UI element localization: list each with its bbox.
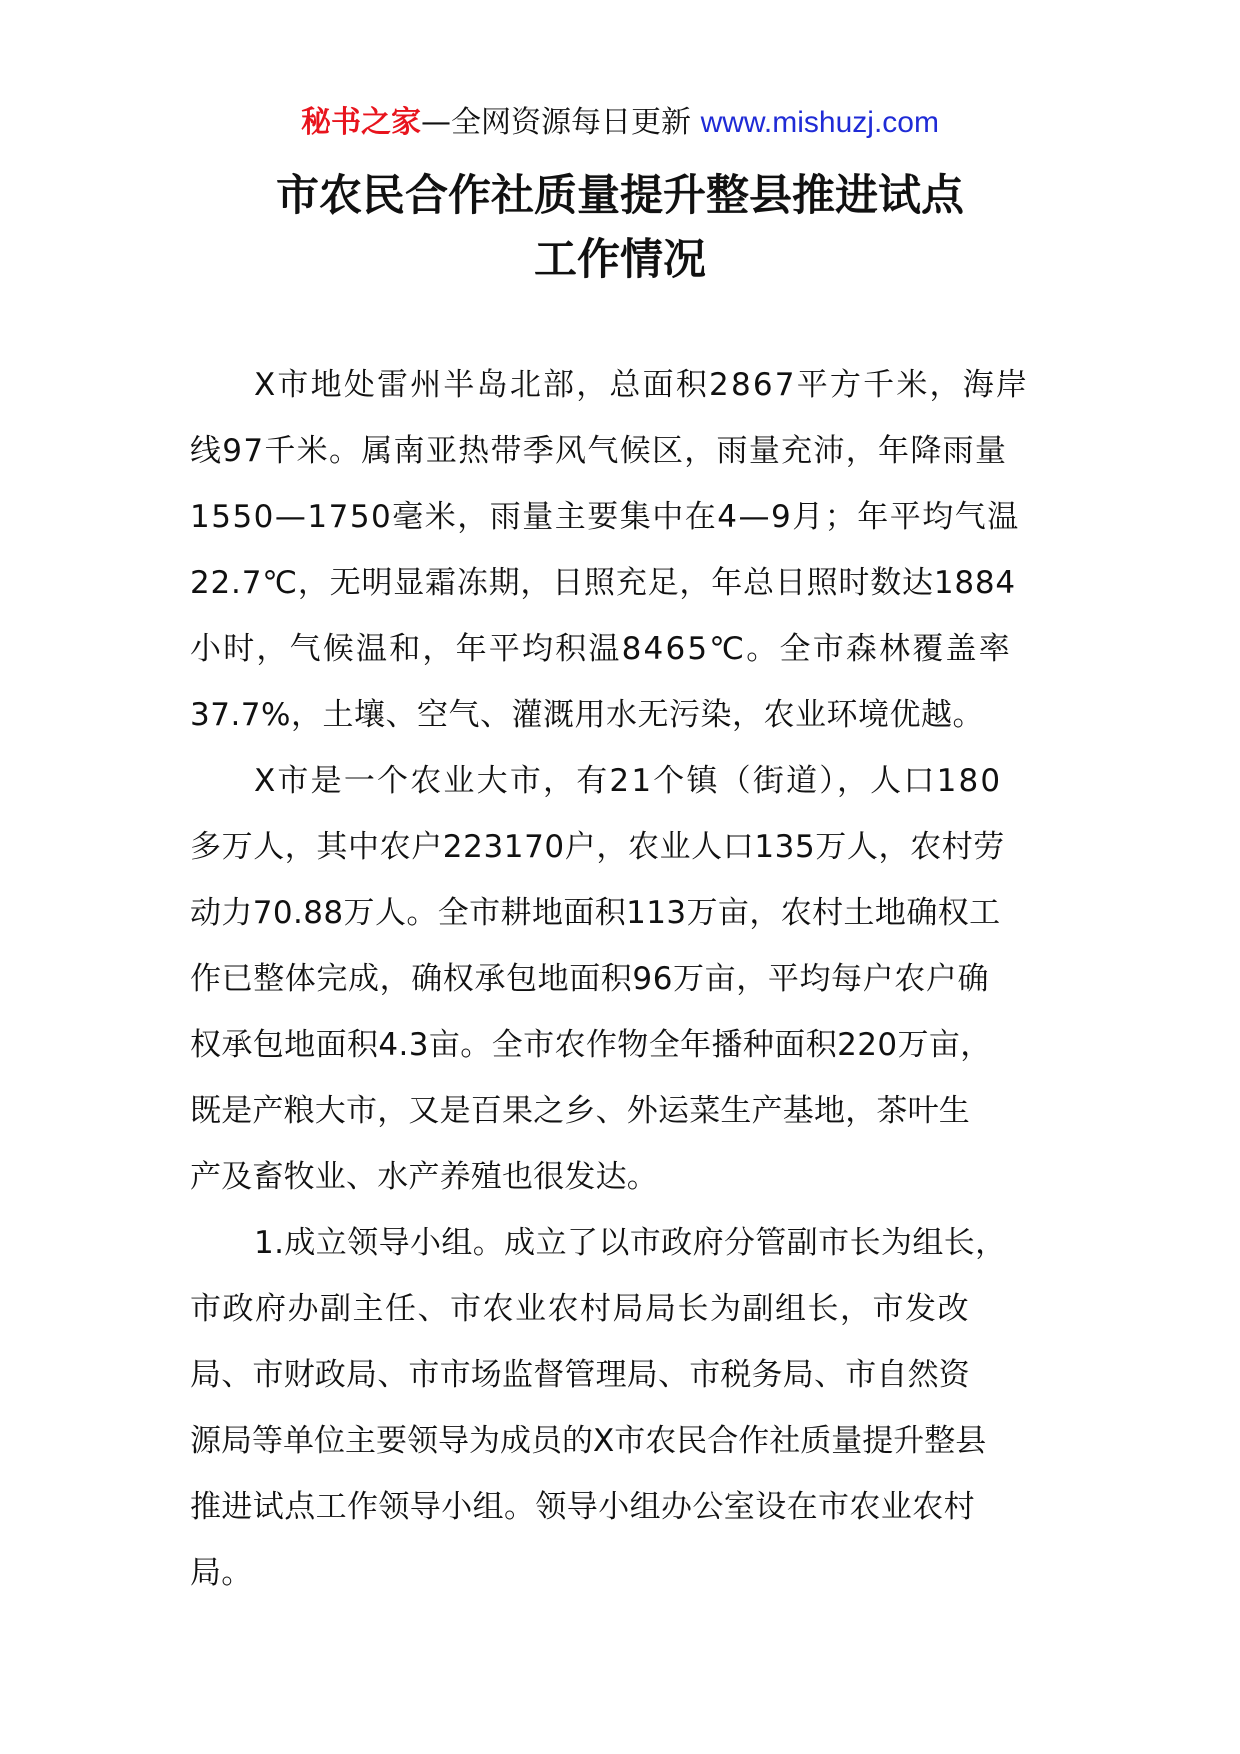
brand-name: 秘书之家: [301, 105, 422, 140]
document-title-line-1: 市农民合作社质量提升整县推进试点: [276, 171, 964, 221]
paragraph-line: 市政府办副主任、市农业农村局局长为副组长，市发改: [190, 1291, 970, 1327]
paragraph-line: 37.7%，土壤、空气、灌溉用水无污染，农业环境优越。: [190, 697, 984, 733]
paragraph-line: X市是一个农业大市，有21个镇（街道），人口180: [254, 763, 1003, 799]
site-header: [0, 100, 1240, 146]
paragraph-line: 多万人，其中农户223170户，农业人口135万人，农村劳: [190, 829, 1005, 865]
paragraph-line: 线97千米。属南亚热带季风气候区，雨量充沛，年降雨量: [190, 433, 1008, 469]
paragraph-line: 产及畜牧业、水产养殖也很发达。: [190, 1159, 658, 1195]
paragraph-line: 22.7℃，无明显霜冻期，日照充足，年总日照时数达1884: [190, 565, 1016, 601]
site-url-link[interactable]: www.mishuzj.com: [700, 106, 939, 139]
paragraph-line: 源局等单位主要领导为成员的X市农民合作社质量提升整县: [190, 1423, 987, 1459]
paragraph-line: 作已整体完成，确权承包地面积96万亩，平均每户农户确: [190, 961, 990, 997]
paragraph-line: 小时，气候温和，年平均积温8465℃。全市森林覆盖率: [190, 631, 1012, 667]
paragraph-line: 推进试点工作领导小组。领导小组办公室设在市农业农村: [190, 1489, 975, 1525]
paragraph-line: X市地处雷州半岛北部，总面积2867平方千米，海岸: [254, 367, 1030, 403]
paragraph-line: 动力70.88万人。全市耕地面积113万亩，农村土地确权工: [190, 895, 1001, 931]
paragraph-line: 权承包地面积4.3亩。全市农作物全年播种面积220万亩，: [190, 1027, 992, 1063]
paragraph-line: 1.成立领导小组。成立了以市政府分管副市长为组长，: [254, 1225, 1007, 1261]
paragraph-line: 局、市财政局、市市场监督管理局、市税务局、市自然资: [190, 1357, 970, 1393]
paragraph-line: 局。: [190, 1555, 253, 1591]
paragraph-line: 1550—1750毫米，雨量主要集中在4—9月；年平均气温: [190, 499, 1020, 535]
paragraph-line: 既是产粮大市，又是百果之乡、外运菜生产基地，茶叶生: [190, 1093, 970, 1129]
document-title-line-2: 工作情况: [534, 235, 706, 285]
header-tagline: —全网资源每日更新: [421, 105, 692, 140]
